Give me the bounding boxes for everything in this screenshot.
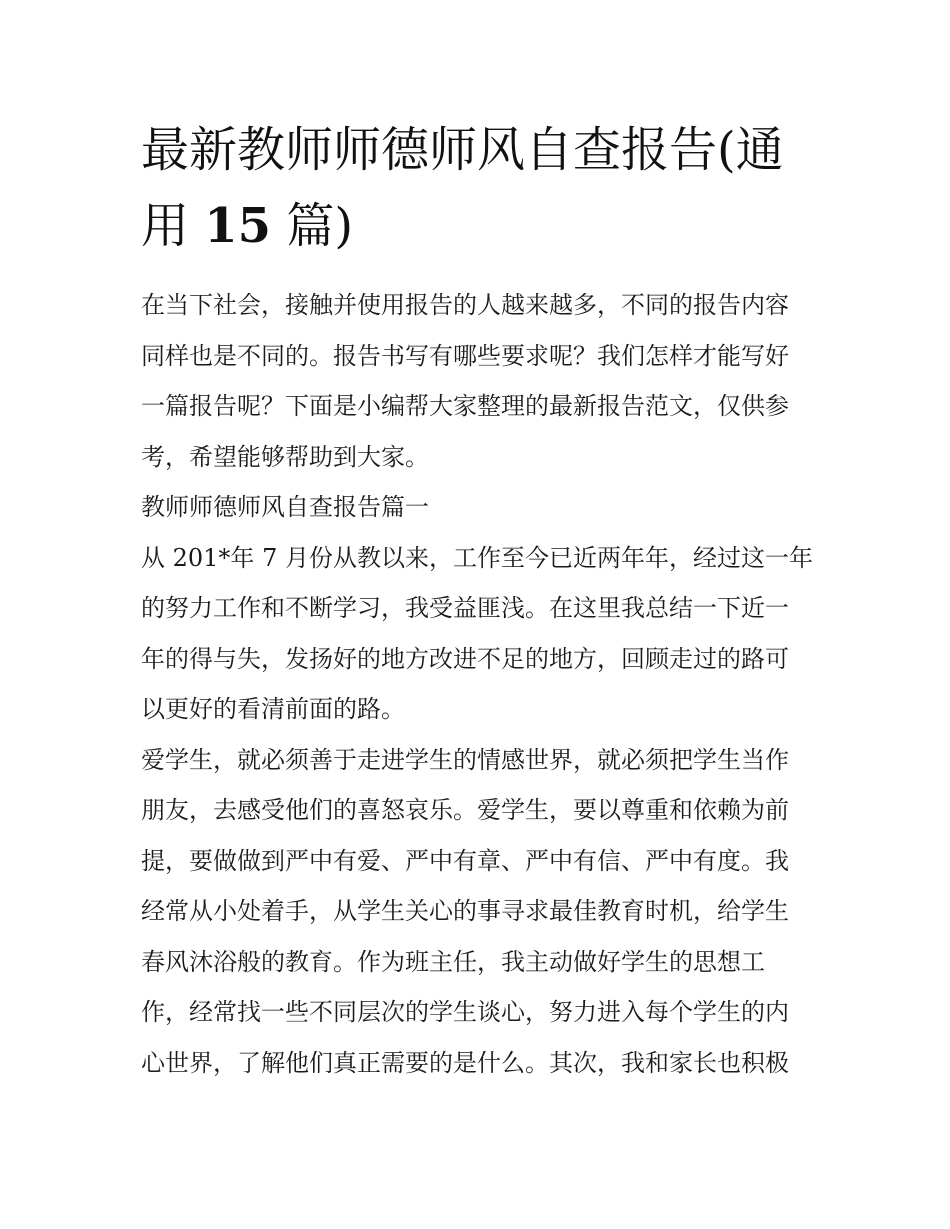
text-line: 的努力工作和不断学习，我受益匪浅。在这里我总结一下近一 xyxy=(141,594,789,622)
text-line: 从 201*年 7 月份从教以来，工作至今已近两年年，经过这一年 xyxy=(141,543,813,572)
title-number: 15 xyxy=(204,198,272,254)
title-line: 用 15 篇) xyxy=(141,198,354,254)
text-line: 作，经常找一些不同层次的学生谈心，努力进入每个学生的内 xyxy=(141,998,789,1026)
text-line: 在当下社会，接触并使用报告的人越来越多，不同的报告内容 xyxy=(141,291,789,319)
text-line: 教师师德师风自查报告篇一 xyxy=(141,493,429,521)
document-body xyxy=(141,112,811,1088)
text-line: 爱学生，就必须善于走进学生的情感世界，就必须把学生当作 xyxy=(141,745,789,774)
text-line: 年的得与失，发扬好的地方改进不足的地方，回顾走过的路可 xyxy=(141,644,789,673)
text-line: 提，要做做到严中有爱、严中有章、严中有信、严中有度。我 xyxy=(141,846,789,875)
text-line: 一篇报告呢？下面是小编帮大家整理的最新报告范文，仅供参 xyxy=(141,392,789,420)
text-line: 考，希望能够帮助到大家。 xyxy=(141,442,429,471)
text-line: 朋友，去感受他们的喜怒哀乐。爱学生，要以尊重和依赖为前 xyxy=(141,796,789,824)
text-line: 经常从小处着手，从学生关心的事寻求最佳教育时机，给学生 xyxy=(141,897,789,925)
text-line: 心世界，了解他们真正需要的是什么。其次，我和家长也积极 xyxy=(141,1048,789,1077)
body-paragraph xyxy=(141,735,811,1089)
document-title xyxy=(141,112,811,264)
section-heading xyxy=(141,482,811,533)
text-line: 同样也是不同的。报告书写有哪些要求呢？我们怎样才能写好 xyxy=(141,341,789,370)
title-line: 最新教师师德师风自查报告(通 xyxy=(141,122,784,178)
intro-paragraph xyxy=(141,280,811,482)
text-line: 以更好的看清前面的路。 xyxy=(141,695,405,723)
body-paragraph xyxy=(141,533,811,735)
text-line: 春风沐浴般的教育。作为班主任，我主动做好学生的思想工 xyxy=(141,947,765,976)
title-spacer xyxy=(141,264,811,280)
